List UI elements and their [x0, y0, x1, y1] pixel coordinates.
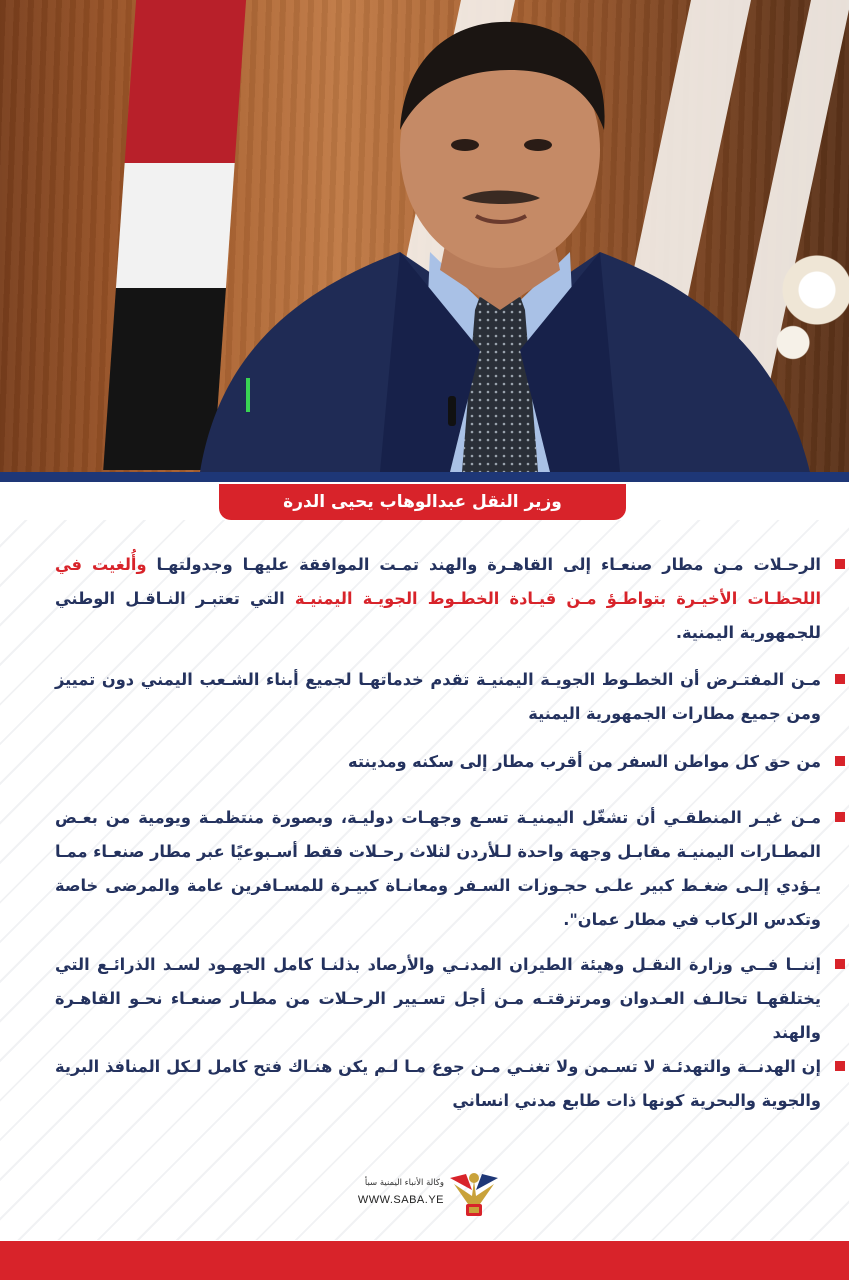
statement-item	[55, 663, 821, 731]
footer-red-bar	[0, 1241, 849, 1280]
saba-logo	[350, 1162, 510, 1222]
statement-item	[55, 948, 821, 1050]
statement-text: إن الهدنــة والتهدئـة لا تسـمن ولا تغنـي مـن جوع مـا لـم يكن هنـاك فتح كامل لـكل المنافذ البرية والجوية والبحرية كونها ذات طابع مدني انساني	[55, 1057, 821, 1110]
navy-divider	[0, 472, 849, 482]
statement-item	[55, 745, 821, 779]
statement-text: مـن غيـر المنطقـي أن تشغّل اليمنيـة تسـع وجهـات دوليـة، وبصورة منتظمـة ويومية من بعـض المطـارات اليمنيـة مقابـل وجهة واحدة لـلأردن لثلاث رحـلات فقط أسـبوعيًا عبر مطار صنعـاء ممـا يـؤدي إلـى ضغـط كبير علـى حجـوزات السـفر ومعانـاة كبيـرة للمسـافرين عامة والمرضى خاصة وتكدس الركاب في مطار عمان".	[55, 808, 821, 929]
agency-url: WWW.SABA.YE	[357, 1194, 444, 1206]
bullet-icon	[835, 1061, 845, 1071]
statement-text: إننــا فــي وزارة النقـل وهيئة الطيران المدنـي والأرصاد بذلنـا كامل الجهـود لسـد الذرائـع التي يختلقهـا تحالـف العـدوان ومرتزقتـه مـن أجل تسـيير الرحـلات من مطـار صنعـاء نحـو القاهـرة والهند	[55, 955, 821, 1042]
statement-highlight: وأُلغيت في اللحظـات الأخيـرة بتواطـؤ مـن قيـادة الخطـوط الجويـة اليمنيـة	[55, 555, 821, 608]
page-title: وزير النقل عبدالوهاب يحيى الدرة	[219, 484, 626, 520]
green-accent-bar	[246, 378, 250, 412]
statement-item	[55, 801, 821, 937]
bullet-icon	[835, 756, 845, 766]
statement-text: التي تعتبـر النـاقـل الوطني للجمهورية اليمنية.	[55, 589, 821, 642]
statement-text: مـن المفتـرض أن الخطـوط الجويـة اليمنيـة تقدم خدماتهـا لجميع أبناء الشـعب اليمني دون تمييز ومن جميع مطارات الجمهورية اليمنية	[55, 670, 821, 723]
bullet-icon	[835, 559, 845, 569]
statement-text: الرحـلات مـن مطار صنعـاء إلى القاهـرة والهند تمـت الموافقة عليهـا وجدولتهـا	[146, 555, 821, 574]
statement-item	[55, 548, 821, 650]
saba-eagle-icon	[446, 1164, 502, 1220]
bullet-icon	[835, 674, 845, 684]
agency-name: وكالة الأنباء اليمنية سبأ	[364, 1178, 444, 1188]
bullet-icon	[835, 812, 845, 822]
minister-portrait	[180, 20, 820, 472]
statement-text: من حق كل مواطن السفر من أقرب مطار إلى سكنه ومدينته	[348, 752, 821, 771]
statement-item	[55, 1050, 821, 1118]
header-photo	[0, 0, 849, 472]
bullet-icon	[835, 959, 845, 969]
